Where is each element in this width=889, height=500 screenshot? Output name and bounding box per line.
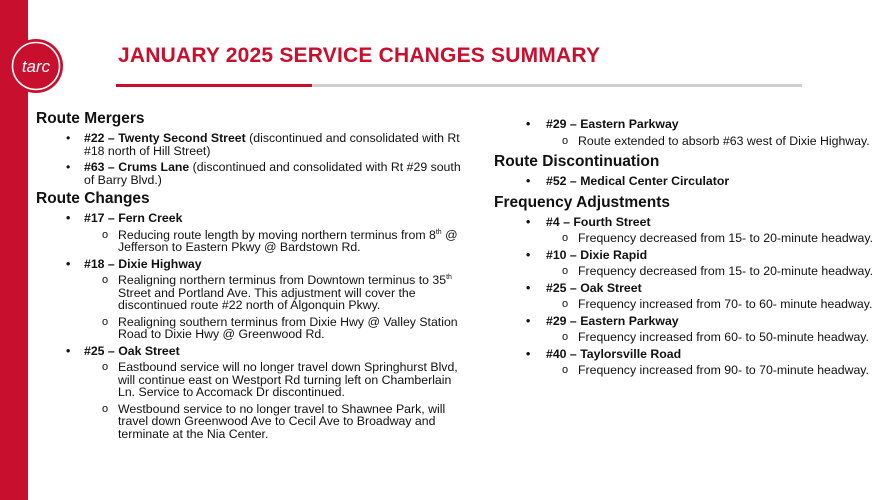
page-title: JANUARY 2025 SERVICE CHANGES SUMMARY [118, 44, 601, 67]
list-subitem: o Frequency decreased from 15- to 20-minute headway. [494, 232, 889, 245]
route-name: • #25 – Oak Street [36, 345, 466, 358]
right-column [494, 118, 889, 381]
route-name: • #29 – Eastern Parkway [494, 118, 889, 131]
list-item [36, 132, 466, 157]
route-changes-heading: Route Changes [36, 190, 150, 207]
tarc-logo [8, 38, 64, 94]
list-subitem [36, 274, 466, 312]
route-name: #63 – Crums Lane [84, 160, 190, 174]
route-discontinuation-heading: Route Discontinuation [494, 153, 660, 170]
list-subitem: o Westbound service to no longer travel to Shawnee Park, will travel down Greenwood Ave to Cecil Ave to Broadway and terminate at the Nia Center. [36, 403, 466, 441]
route-name: • #25 – Oak Street [494, 282, 889, 295]
route-name: • #29 – Eastern Parkway [494, 315, 889, 328]
change-text: Street and Portland Ave. This adjustment will cover the discontinued route #22 north of Algonquin Pkwy. [118, 285, 416, 312]
title-underline-gray [312, 84, 802, 87]
route-mergers-heading: Route Mergers [36, 110, 145, 127]
list-subitem: o Realigning southern terminus from Dixie Hwy @ Valley Station Road to Dixie Hwy @ Greenwood Rd. [36, 316, 466, 341]
route-note: (discontinued and consolidated with Rt #29 south of Barry Blvd.) [84, 160, 461, 187]
left-column [36, 110, 466, 444]
list-subitem: o Eastbound service will no longer travel down Springhurst Blvd, will continue east on Westport Rd turning left on Chamberlain Ln. Service to Accomack Dr discontinued. [36, 361, 466, 399]
list-subitem: o Frequency increased from 90- to 70-minute headway. [494, 364, 889, 377]
route-name: • #52 – Medical Center Circulator [494, 175, 889, 188]
list-subitem: o Frequency increased from 60- to 50-minute headway. [494, 331, 889, 344]
route-name: • #40 – Taylorsville Road [494, 348, 889, 361]
route-note: (discontinued and consolidated with Rt #18 north of Hill Street) [84, 131, 460, 158]
route-name: #22 – Twenty Second Street [84, 131, 246, 145]
list-item [36, 161, 466, 186]
logo-text: tarc [21, 57, 51, 76]
route-name: • #18 – Dixie Highway [36, 258, 466, 271]
change-text: Reducing route length by moving northern terminus from 8 [118, 227, 436, 242]
list-subitem: o Route extended to absorb #63 west of Dixie Highway. [494, 135, 889, 148]
ordinal-suffix: th [435, 228, 442, 236]
route-name: • #4 – Fourth Street [494, 216, 889, 229]
ordinal-suffix: th [446, 273, 452, 281]
route-name: • #10 – Dixie Rapid [494, 249, 889, 262]
change-text: @ Jefferson to Eastern Pkwy @ Bardstown Rd. [118, 227, 458, 254]
change-text: Realigning northern terminus from Downtown terminus to 35 [118, 273, 447, 287]
route-name: • #17 – Fern Creek [36, 212, 466, 225]
list-subitem [36, 229, 466, 254]
list-subitem: o Frequency increased from 70- to 60- minute headway. [494, 298, 889, 311]
frequency-adjustments-heading: Frequency Adjustments [494, 193, 670, 211]
list-subitem: o Frequency decreased from 15- to 20-minute headway. [494, 265, 889, 278]
title-underline-red [116, 84, 312, 87]
